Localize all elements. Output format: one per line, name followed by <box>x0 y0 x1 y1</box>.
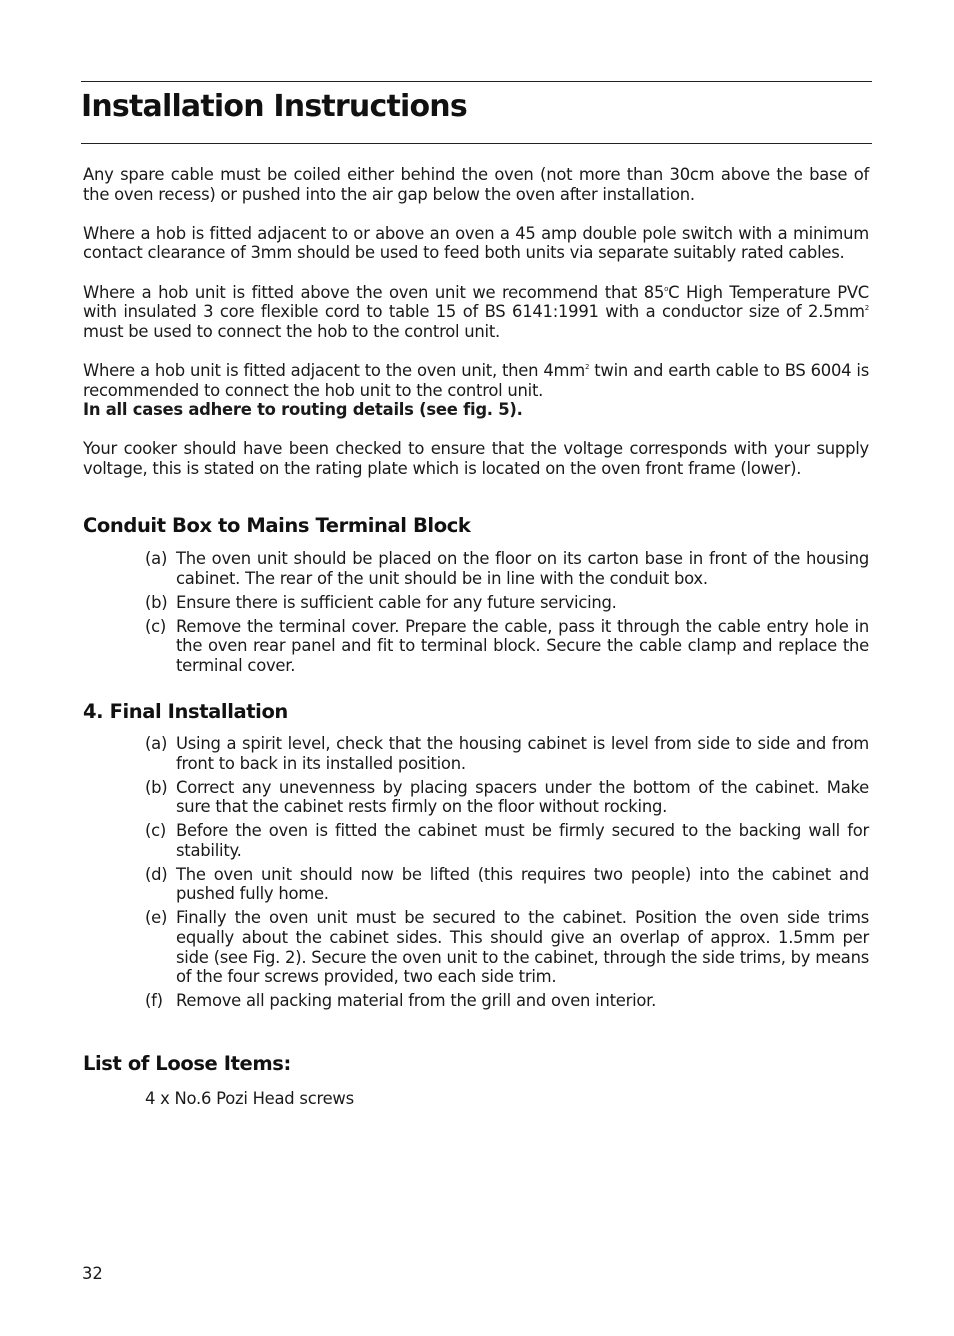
list-text: The oven unit should now be lifted (this requires two people) into the cabinet and pushed fully home. <box>176 864 869 904</box>
list-marker: (f) <box>145 991 163 1011</box>
list-item <box>145 734 869 773</box>
conduit-heading: Conduit Box to Mains Terminal Block <box>83 514 471 537</box>
page-title: Installation Instructions <box>81 89 467 124</box>
intro-paragraph-hob-above <box>83 283 869 342</box>
intro-paragraph-hob-adjacent <box>83 361 869 420</box>
hob-above-text-1: Where a hob unit is fitted above the oven unit we recommend that 85 <box>83 282 665 302</box>
list-marker: (d) <box>145 864 168 884</box>
intro-paragraph-switch: Where a hob is fitted adjacent to or above an oven a 45 amp double pole switch with a minimum contact clearance of 3mm should be used to feed both units via separate suitably rated cables. <box>83 223 869 263</box>
intro-paragraph-spare-cable: Any spare cable must be coiled either behind the oven (not more than 30cm above the base of the oven recess) or pushed into the air gap below the oven after installation. <box>83 165 869 204</box>
list-marker: (b) <box>145 777 168 797</box>
list-item <box>145 865 869 904</box>
hob-above-text-3: must be used to connect the hob to the control unit. <box>83 321 500 341</box>
list-text: Using a spirit level, check that the housing cabinet is level from side to side and from front to back in its installed position. <box>176 734 869 773</box>
page-number: 32 <box>82 1264 103 1283</box>
list-marker: (e) <box>145 908 168 928</box>
loose-items-heading: List of Loose Items: <box>83 1052 291 1075</box>
list-text: Correct any unevenness by placing spacers under the bottom of the cabinet. Make sure that the cabinet rests firmly on the floor without rocking. <box>176 777 869 817</box>
list-marker: (b) <box>145 592 168 612</box>
list-item <box>145 593 869 613</box>
list-item <box>145 549 869 588</box>
list-item <box>145 821 869 860</box>
list-text: Before the oven is fitted the cabinet must be firmly secured to the backing wall for stability. <box>176 821 869 860</box>
intro-paragraph-voltage: Your cooker should have been checked to ensure that the voltage corresponds with your supply voltage, this is stated on the rating plate which is located on the oven front frame (lower). <box>83 439 869 478</box>
list-text: The oven unit should be placed on the floor on its carton base in front of the housing cabinet. The rear of the unit should be in line with the conduit box. <box>176 549 869 588</box>
list-item <box>145 991 869 1011</box>
final-installation-list <box>145 734 869 1015</box>
list-text: Remove all packing material from the grill and oven interior. <box>176 991 657 1011</box>
list-text: Ensure there is sufficient cable for any future servicing. <box>176 592 617 612</box>
list-marker: (a) <box>145 734 168 753</box>
list-item <box>145 778 869 817</box>
hob-above-text-2: C High Temperature PVC with insulated 3 core flexible cord to table 15 of BS 6141:1991 with a conductor size of 2.5mm <box>83 282 869 322</box>
loose-item: 4 x No.6 Pozi Head screws <box>145 1089 354 1108</box>
intro-section <box>83 165 869 498</box>
top-rule <box>81 81 872 82</box>
list-marker: (c) <box>145 616 167 636</box>
degree-sup: o <box>664 284 669 293</box>
list-text: Remove the terminal cover. Prepare the cable, pass it through the cable entry hole in the oven rear panel and fit to terminal block. Secure the cable clamp and replace the terminal cover. <box>176 616 869 675</box>
list-marker: (a) <box>145 549 168 568</box>
squared-sup: 2 <box>584 362 590 371</box>
final-installation-heading: 4. Final Installation <box>83 700 288 723</box>
conduit-list <box>145 549 869 680</box>
hob-adjacent-text-2: twin and earth cable to BS 6004 is recommended to connect the hob unit to the control unit. <box>83 360 869 400</box>
hob-adjacent-text-1: Where a hob unit is fitted adjacent to the oven unit, then 4mm <box>83 360 585 380</box>
squared-sup: 2 <box>864 304 869 313</box>
routing-note: In all cases adhere to routing details (see fig. 5). <box>83 400 523 420</box>
list-item <box>145 908 869 986</box>
list-text: Finally the oven unit must be secured to the cabinet. Position the oven side trims equally about the cabinet sides. This should give an overlap of approx. 1.5mm per side (see Fig. 2). Secure the oven unit to the cabinet, through the side trims, by means of the four screws provided, two each side trim. <box>176 908 869 987</box>
title-rule <box>81 143 872 144</box>
list-item <box>145 617 869 676</box>
list-marker: (c) <box>145 821 167 841</box>
